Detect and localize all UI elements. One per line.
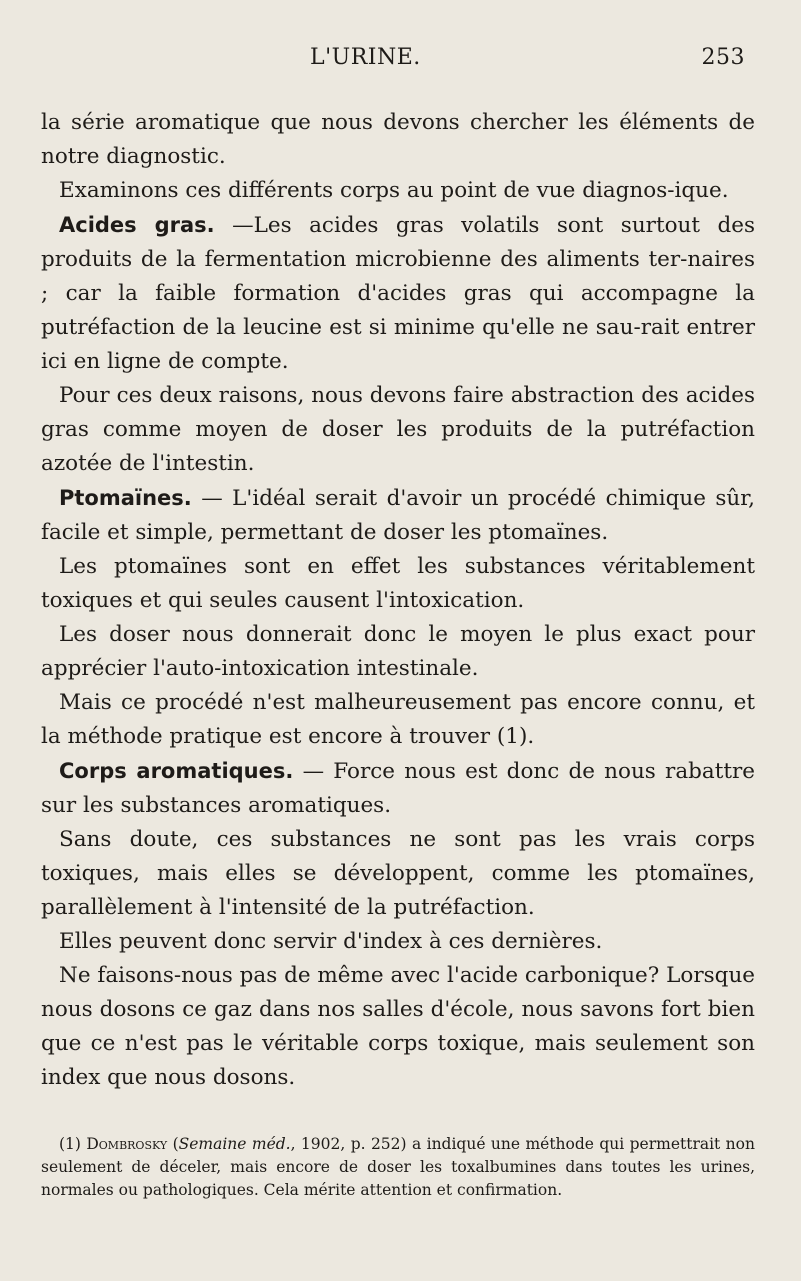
footnote (41, 1133, 755, 1202)
paragraph-8: Mais ce procédé n'est malheureusement pas encore connu, et la méthode pratique est encore à trouver (1). (41, 690, 755, 749)
footnote-author: Dombrosky (86, 1135, 168, 1153)
paragraph-11: Elles peuvent donc servir d'index à ces dernières. (59, 929, 603, 954)
paragraph-2: Examinons ces différents corps au point de vue diagnos-ique. (59, 178, 729, 203)
rubric-corps-aromatiques: Corps aromatiques. (59, 759, 294, 783)
paragraph-10: Sans doute, ces substances ne sont pas les vrais corps toxiques, mais elles se développent, comme les ptomaïnes, parallèlement à l'intensité de la putréfaction. (41, 827, 755, 920)
paragraph-7: Les doser nous donnerait donc le moyen le plus exact pour apprécier l'auto-intoxication intestinale. (41, 622, 755, 681)
paragraph-12: Ne faisons-nous pas de même avec l'acide carbonique? Lorsque nous dosons ce gaz dans nos salles d'école, nous savons fort bien que ce n'est pas le véritable corps toxique, mais seulement son index que nous dosons. (41, 963, 756, 1090)
paragraph-acides-gras: Acides gras. —Les acides gras volatils sont surtout des produits de la fermentation microbienne des aliments ter-naires ; car la faible formation d'acides gras qui accompagne la putréfaction de la leucine est si minime qu'elle ne sau-rait entrer ici en ligne de compte. (41, 213, 755, 374)
rubric-ptomaines: Ptomaïnes. (59, 486, 192, 510)
paragraph-4: Pour ces deux raisons, nous devons faire abstraction des acides gras comme moyen de doser les produits de la putréfaction azotée de l'intestin. (41, 383, 755, 476)
page-number: 253 (701, 45, 745, 70)
running-header (0, 45, 801, 75)
footnote-source: Semaine méd. (178, 1135, 291, 1153)
paragraph-1: la série aromatique que nous devons chercher les éléments de notre diagnostic. (41, 110, 755, 169)
body-text (41, 106, 755, 1095)
paragraph-6: Les ptomaïnes sont en effet les substances véritablement toxiques et qui seules causent l'intoxication. (41, 554, 755, 613)
paragraph-ptomaines: Ptomaïnes. — L'idéal serait d'avoir un procédé chimique sûr, facile et simple, permettant de doser les ptomaïnes. (41, 486, 755, 545)
footnote-text: (1) Dombrosky (Semaine méd., 1902, p. 252) a indiqué une méthode qui permettrait non seulement de déceler, mais encore de doser les toxalbumines dans toutes les urines, normales ou pathologiques. Cela mérite attention et confirmation. (41, 1135, 755, 1199)
rubric-acides-gras: Acides gras. (59, 213, 215, 237)
paragraph-corps-aromatiques: Corps aromatiques. — Force nous est donc de nous rabattre sur les substances aromatiques. (41, 759, 755, 818)
running-title: L'URINE. (310, 45, 421, 70)
